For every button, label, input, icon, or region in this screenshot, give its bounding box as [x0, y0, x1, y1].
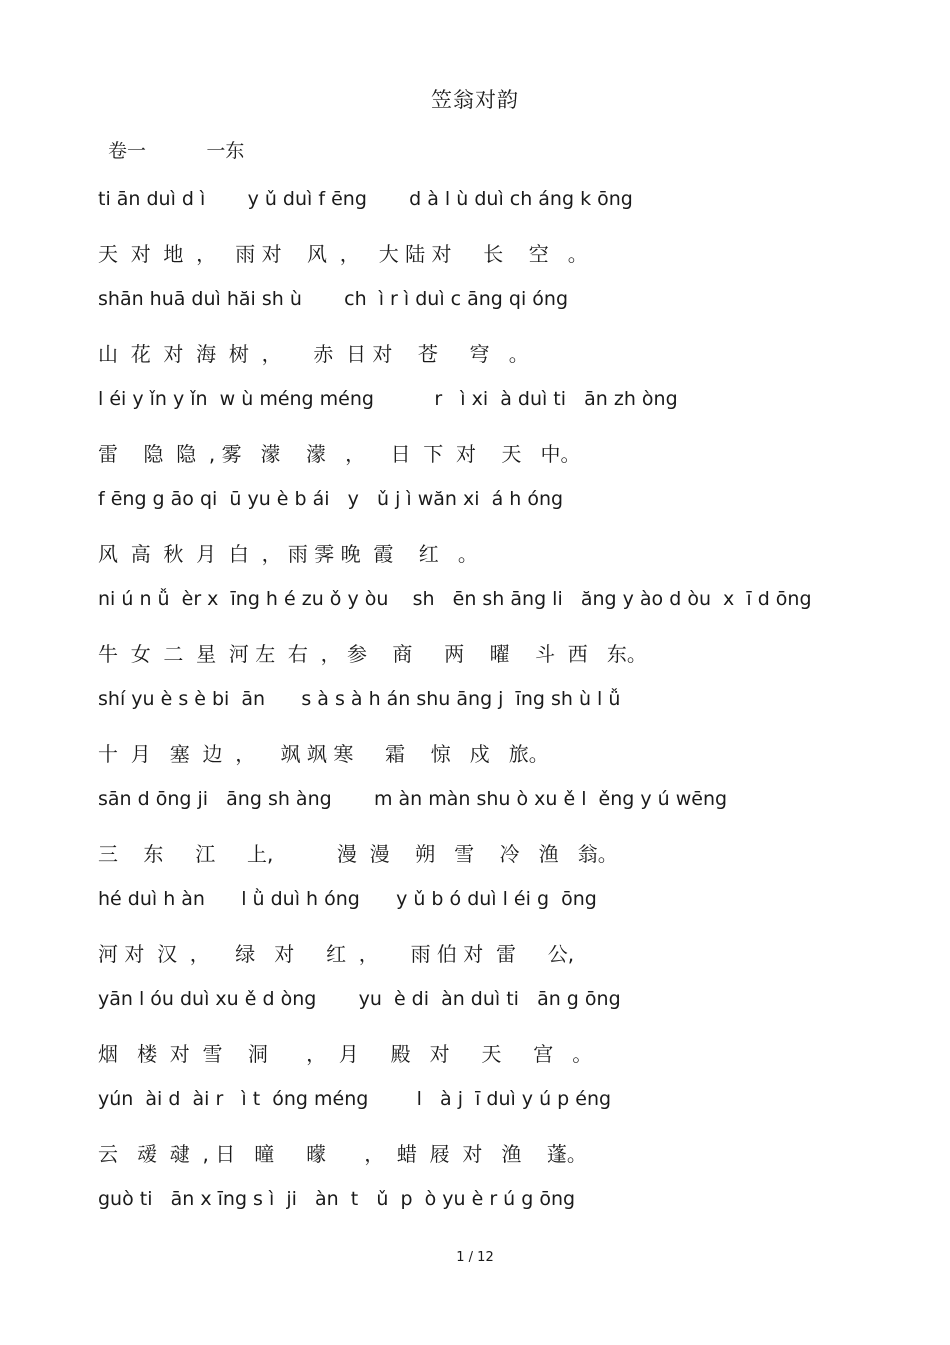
pinyin-line: yún ài d ài r ì t óng méng l à j ī duì y ú p éng	[98, 1088, 612, 1110]
pinyin-line: ni ú n ǚ èr x īng h é zu ǒ y òu sh ēn sh āng li ăng y ào d òu x ī d ōng	[98, 588, 812, 610]
pinyin-line: shān huā duì hăi sh ù ch ì r ì duì c āng qi óng	[98, 288, 569, 310]
hanzi-line: 山 花 对 海 树 ， 赤 日 对 苍 穹 。	[98, 342, 529, 366]
hanzi-line: 天 对 地 ， 雨 对 风 ， 大 陆 对 长 空 。	[98, 242, 588, 266]
hanzi-line: 十 月 塞 边 ， 飒 飒 寒 霜 惊 戍 旅。	[98, 742, 549, 766]
pinyin-line: yān l óu duì xu ě d òng yu è di àn duì ti ān g ōng	[98, 988, 621, 1010]
pinyin-line: l éi y ǐn y ǐn w ù méng méng r ì xi à duì ti ān zh òng	[98, 388, 678, 410]
page-number: 1 / 12	[456, 1250, 494, 1265]
section-heading: 卷一 一东	[108, 140, 245, 162]
hanzi-line: 风 高 秋 月 白 ， 雨 霁 晚 霞 红 。	[98, 542, 478, 566]
pinyin-line: shí yu è s è bi ān s à s à h án shu āng j īng sh ù l ǚ	[98, 688, 621, 710]
pinyin-line: guò ti ān x īng s ì ji àn t ǔ p ò yu è r ú g ōng	[98, 1188, 576, 1210]
pinyin-line: f ēng g āo qi ū yu è b ái y ǔ j ì wăn xi á h óng	[98, 488, 564, 510]
hanzi-line: 雷 隐 隐 , 雾 濛 濛 ， 日 下 对 天 中。	[98, 442, 581, 466]
document-title: 笠翁对韵	[431, 88, 519, 112]
pinyin-line: sān d ōng ji āng sh àng m àn màn shu ò xu ě l ěng y ú wēng	[98, 788, 728, 810]
hanzi-line: 云 叆 叇 , 日 曈 曚 ， 蜡 屐 对 渔 蓬。	[98, 1142, 587, 1166]
hanzi-line: 牛 女 二 星 河 左 右 ， 参 商 两 曜 斗 西 东。	[98, 642, 647, 666]
hanzi-line: 河 对 汉 ， 绿 对 红 ， 雨 伯 对 雷 公,	[98, 942, 575, 966]
pinyin-line: ti ān duì d ì y ǔ duì f ēng d à l ù duì ch áng k ōng	[98, 188, 633, 210]
pinyin-line: hé duì h àn l ǜ duì h óng y ǔ b ó duì l éi g ōng	[98, 888, 597, 910]
hanzi-line: 烟 楼 对 雪 洞 ， 月 殿 对 天 宫 。	[98, 1042, 593, 1066]
hanzi-line: 三 东 江 上, 漫 漫 朔 雪 冷 渔 翁。	[98, 842, 618, 866]
